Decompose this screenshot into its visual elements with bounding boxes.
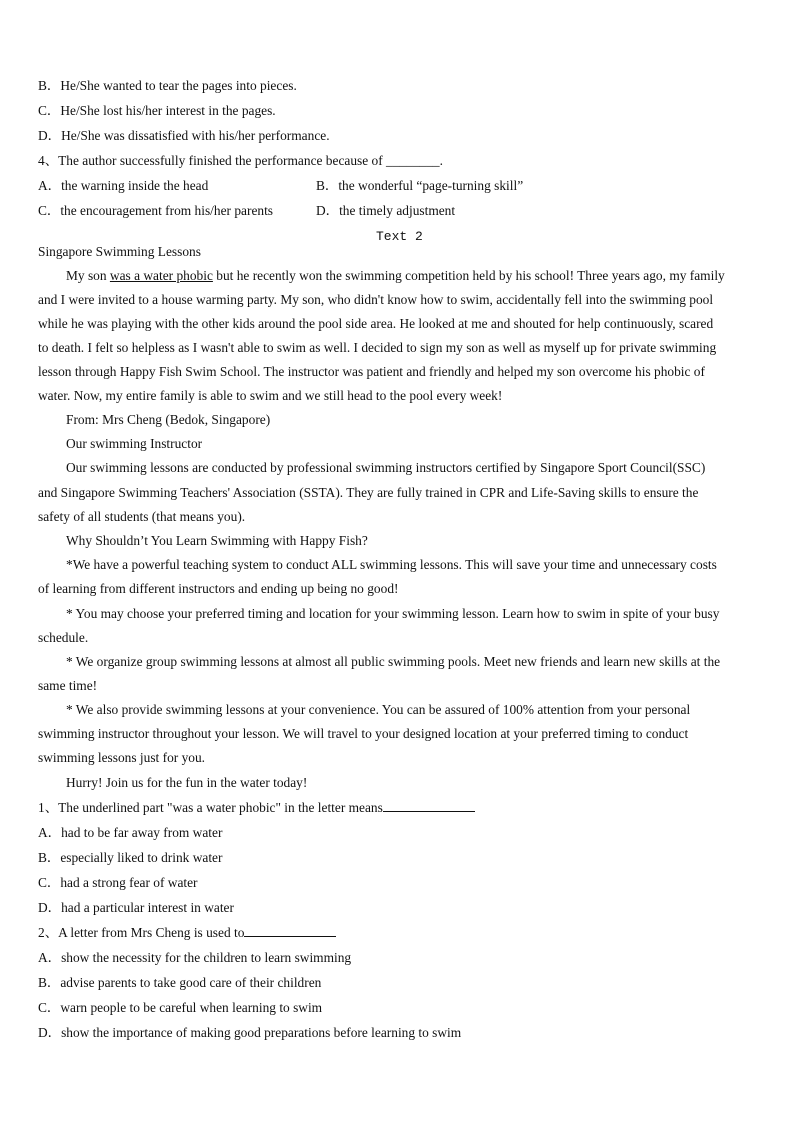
why-point-line: swimming lessons just for you.	[38, 750, 206, 765]
question-2-option-a: A．show the necessity for the children to learn swimming	[38, 950, 352, 965]
letter-line: water. Now, my entire family is able to swim and we still head to the pool every week!	[38, 388, 503, 403]
passage-title: Singapore Swimming Lessons	[38, 244, 201, 259]
why-point-line: *We have a powerful teaching system to conduct ALL swimming lessons. This will save your time and unnecessary costs	[66, 557, 717, 572]
answer-blank	[244, 924, 336, 937]
letter-signature: From: Mrs Cheng (Bedok, Singapore)	[66, 412, 271, 427]
section-heading: Text 2	[376, 229, 423, 244]
letter-line: My son was a water phobic but he recently won the swimming competition held by his school! Three years ago, my family	[66, 268, 725, 283]
letter-line: lesson through Happy Fish Swim School. The instructor was patient and friendly and helped my son overcome his phobic of	[38, 364, 705, 379]
letter-line: and I were invited to a house warming party. My son, who didn't know how to swim, accidentally fell into the swimming pool	[38, 292, 714, 307]
instructor-line: safety of all students (that means you).	[38, 509, 246, 524]
question-1-option-a: A．had to be far away from water	[38, 825, 223, 840]
why-point-line: same time!	[38, 678, 98, 693]
question-2-option-c: C．warn people to be careful when learning to swim	[38, 1000, 323, 1015]
question-1-option-b: B．especially liked to drink water	[38, 850, 223, 865]
question-2-stem: 2、A letter from Mrs Cheng is used to	[38, 924, 336, 942]
answer-blank	[383, 799, 475, 812]
instructor-line: and Singapore Swimming Teachers' Association (SSTA). They are fully trained in CPR and Life-Saving skills to ensure the	[38, 485, 699, 500]
question-1-option-c: C．had a strong fear of water	[38, 875, 198, 890]
question-1-option-d: D．had a particular interest in water	[38, 900, 234, 915]
question-4-option-d: D．the timely adjustment	[316, 203, 456, 218]
question-4-option-b: B．the wonderful “page-turning skill”	[316, 178, 524, 193]
why-point-line: * We also provide swimming lessons at your convenience. You can be assured of 100% attention from your personal	[66, 702, 691, 717]
prev-option-d: D．He/She was dissatisfied with his/her performance.	[38, 128, 330, 143]
question-4-option-a: A．the warning inside the head	[38, 178, 209, 193]
why-point-line: swimming instructor throughout your lesson. We will travel to your designed location at your preferred timing to conduct	[38, 726, 689, 741]
prev-option-c: C．He/She lost his/her interest in the pages.	[38, 103, 276, 118]
closing-line: Hurry! Join us for the fun in the water today!	[66, 775, 308, 790]
question-2-option-b: B．advise parents to take good care of their children	[38, 975, 322, 990]
why-point-line: schedule.	[38, 630, 89, 645]
why-point-line: of learning from different instructors and ending up being no good!	[38, 581, 399, 596]
why-point-line: * We organize group swimming lessons at almost all public swimming pools. Meet new friends and learn new skills at the	[66, 654, 721, 669]
underlined-phrase: was a water phobic	[109, 268, 213, 283]
question-2-option-d: D．show the importance of making good preparations before learning to swim	[38, 1025, 462, 1040]
letter-line: to death. I felt so helpless as I wasn't able to swim as well. I decided to sign my son as well as myself up for private swimming	[38, 340, 717, 355]
instructor-line: Our swimming lessons are conducted by professional swimming instructors certified by Singapore Sport Council(SSC)	[66, 460, 706, 475]
letter-line: while he was playing with the other kids around the pool side area. He looked at me and shouted for help continuously, scared	[38, 316, 714, 331]
instructor-heading: Our swimming Instructor	[66, 436, 203, 451]
question-4-stem: 4、The author successfully finished the performance because of ________.	[38, 153, 443, 168]
question-1-stem: 1、The underlined part "was a water phobic" in the letter means	[38, 799, 475, 817]
why-point-line: * You may choose your preferred timing and location for your swimming lesson. Learn how to swim in spite of your busy	[66, 606, 720, 621]
prev-option-b: B．He/She wanted to tear the pages into pieces.	[38, 78, 297, 93]
question-4-option-c: C．the encouragement from his/her parents	[38, 203, 274, 218]
why-heading: Why Shouldn’t You Learn Swimming with Happy Fish?	[66, 533, 368, 548]
